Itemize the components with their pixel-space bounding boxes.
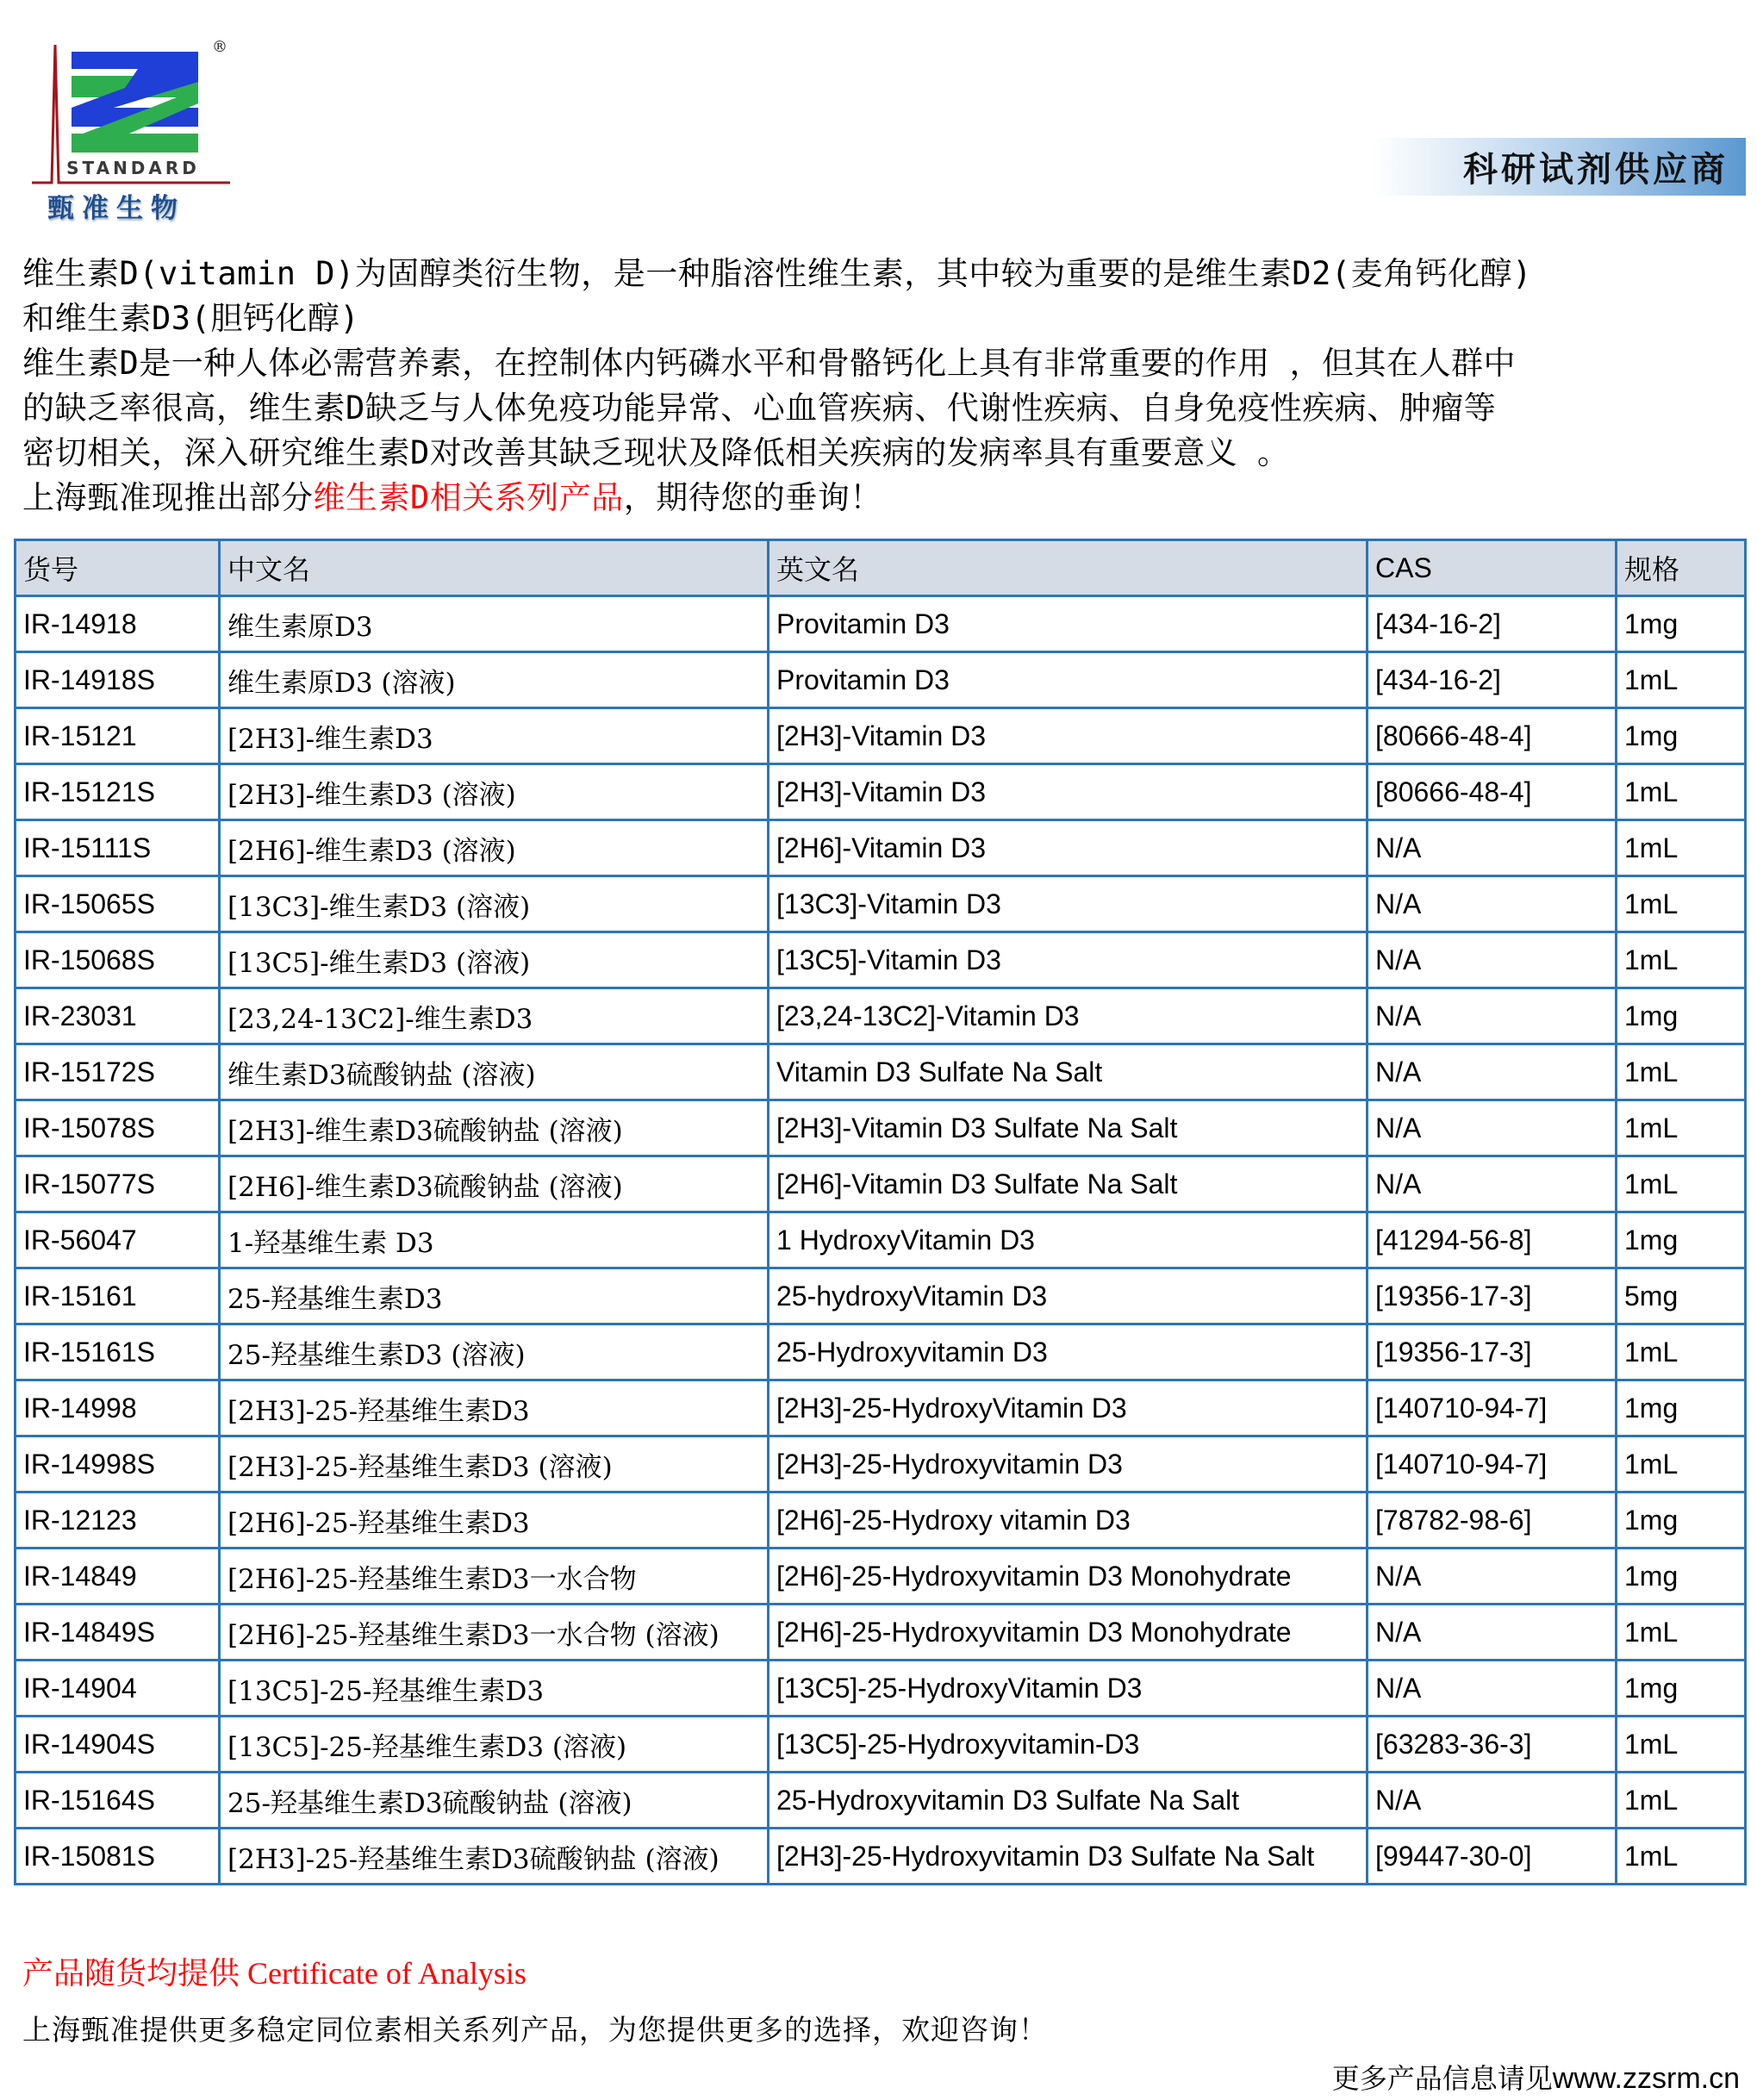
cell-cas: N/A: [1368, 988, 1617, 1044]
header-english-name: 英文名: [769, 540, 1368, 596]
website-link[interactable]: www.zzsrm.cn: [1552, 2062, 1740, 2095]
cell-english-name: [2H3]-Vitamin D3: [769, 764, 1368, 820]
product-table: [14, 539, 1747, 1885]
cell-cas: N/A: [1368, 1156, 1617, 1212]
cell-english-name: [2H3]-25-Hydroxyvitamin D3 Sulfate Na Salt: [769, 1829, 1368, 1885]
cell-english-name: [2H6]-Vitamin D3: [769, 820, 1368, 876]
cell-chinese-name: 维生素原D3: [220, 596, 769, 652]
cell-cas: [99447-30-0]: [1368, 1829, 1617, 1885]
table-row: [16, 1549, 1746, 1605]
cell-catalog-no: IR-15164S: [16, 1773, 220, 1829]
cell-cas: [80666-48-4]: [1368, 764, 1617, 820]
cell-spec: 1mg: [1617, 1661, 1746, 1717]
cell-english-name: 25-hydroxyVitamin D3: [769, 1268, 1368, 1324]
cell-cas: N/A: [1368, 1605, 1617, 1661]
table-row: [16, 1829, 1746, 1885]
cell-catalog-no: IR-15121S: [16, 764, 220, 820]
table-row: [16, 1717, 1746, 1773]
cell-chinese-name: [2H6]-25-羟基维生素D3: [220, 1492, 769, 1549]
cell-spec: 1mL: [1617, 1773, 1746, 1829]
cell-cas: [434-16-2]: [1368, 596, 1617, 652]
cell-cas: [19356-17-3]: [1368, 1268, 1617, 1324]
coa-note: 产品随货均提供 Certificate of Analysis: [22, 1956, 526, 1991]
cell-chinese-name: [2H3]-维生素D3: [220, 708, 769, 764]
intro-line: 的缺乏率很高，维生素D缺乏与人体免疫功能异常、心血管疾病、代谢性疾病、自身免疫性疾病、肿瘤等: [22, 389, 1497, 427]
table-row: [16, 1492, 1746, 1549]
cell-cas: [78782-98-6]: [1368, 1492, 1617, 1549]
cell-catalog-no: IR-15161: [16, 1268, 220, 1324]
intro-line: 密切相关，深入研究维生素D对改善其缺乏现状及降低相关疾病的发病率具有重要意义 。: [22, 434, 1290, 471]
cell-spec: 1mL: [1617, 1100, 1746, 1156]
cell-english-name: [2H3]-25-Hydroxyvitamin D3: [769, 1436, 1368, 1492]
cell-catalog-no: IR-14918: [16, 596, 220, 652]
cell-chinese-name: [13C5]-25-羟基维生素D3: [220, 1661, 769, 1717]
cell-cas: N/A: [1368, 1661, 1617, 1717]
cell-catalog-no: IR-14904: [16, 1661, 220, 1717]
cell-cas: N/A: [1368, 1044, 1617, 1100]
cell-cas: N/A: [1368, 820, 1617, 876]
cell-catalog-no: IR-14849: [16, 1549, 220, 1605]
cell-english-name: [13C5]-25-HydroxyVitamin D3: [769, 1661, 1368, 1717]
table-row: [16, 1773, 1746, 1829]
cell-english-name: 25-Hydroxyvitamin D3 Sulfate Na Salt: [769, 1773, 1368, 1829]
website-note: [1332, 2057, 1740, 2097]
table-header-row: [16, 540, 1746, 596]
cell-chinese-name: 1-羟基维生素 D3: [220, 1212, 769, 1268]
cell-chinese-name: [2H6]-维生素D3 (溶液): [220, 820, 769, 876]
cell-chinese-name: 25-羟基维生素D3 (溶液): [220, 1324, 769, 1380]
cell-spec: 1mL: [1617, 1605, 1746, 1661]
cell-english-name: [2H6]-Vitamin D3 Sulfate Na Salt: [769, 1156, 1368, 1212]
table-row: [16, 708, 1746, 764]
cell-chinese-name: 维生素D3硫酸钠盐 (溶液): [220, 1044, 769, 1100]
cell-spec: 1mL: [1617, 1044, 1746, 1100]
banner-title: 科研试剂供应商: [1463, 149, 1729, 190]
table-row: [16, 1605, 1746, 1661]
cell-cas: N/A: [1368, 1549, 1617, 1605]
cell-catalog-no: IR-15077S: [16, 1156, 220, 1212]
cell-catalog-no: IR-15111S: [16, 820, 220, 876]
cell-chinese-name: [13C5]-25-羟基维生素D3 (溶液): [220, 1717, 769, 1773]
cell-english-name: [23,24-13C2]-Vitamin D3: [769, 988, 1368, 1044]
intro-line: [22, 476, 1746, 520]
cell-chinese-name: [2H3]-25-羟基维生素D3: [220, 1380, 769, 1436]
table-row: [16, 988, 1746, 1044]
cell-english-name: [2H6]-25-Hydroxy vitamin D3: [769, 1492, 1368, 1549]
registered-mark: ®: [212, 38, 227, 56]
cell-spec: 1mL: [1617, 1436, 1746, 1492]
cell-spec: 1mL: [1617, 1324, 1746, 1380]
cell-chinese-name: [13C5]-维生素D3 (溶液): [220, 932, 769, 988]
table-row: [16, 932, 1746, 988]
cell-cas: [19356-17-3]: [1368, 1324, 1617, 1380]
more-products-note: 上海甄准提供更多稳定同位素相关系列产品，为您提供更多的选择，欢迎咨询！: [22, 2013, 1048, 2047]
cell-english-name: [2H6]-25-Hydroxyvitamin D3 Monohydrate: [769, 1605, 1368, 1661]
cell-spec: 1mg: [1617, 596, 1746, 652]
cell-catalog-no: IR-14918S: [16, 652, 220, 708]
cell-catalog-no: IR-15121: [16, 708, 220, 764]
cell-chinese-name: [2H6]-维生素D3硫酸钠盐 (溶液): [220, 1156, 769, 1212]
logo-brand-cn: 甄准生物: [47, 193, 185, 224]
cell-english-name: Provitamin D3: [769, 596, 1368, 652]
cell-english-name: [2H3]-Vitamin D3: [769, 708, 1368, 764]
cell-spec: 1mL: [1617, 820, 1746, 876]
table-row: [16, 1268, 1746, 1324]
cell-spec: 1mg: [1617, 1380, 1746, 1436]
cell-english-name: 1 HydroxyVitamin D3: [769, 1212, 1368, 1268]
company-logo: [26, 34, 241, 224]
cell-catalog-no: IR-15172S: [16, 1044, 220, 1100]
cell-catalog-no: IR-14849S: [16, 1605, 220, 1661]
cell-spec: 1mL: [1617, 1156, 1746, 1212]
table-row: [16, 1212, 1746, 1268]
cell-cas: N/A: [1368, 932, 1617, 988]
cell-english-name: 25-Hydroxyvitamin D3: [769, 1324, 1368, 1380]
table-row: [16, 1380, 1746, 1436]
cell-catalog-no: IR-14998S: [16, 1436, 220, 1492]
cell-english-name: [2H6]-25-Hydroxyvitamin D3 Monohydrate: [769, 1549, 1368, 1605]
header-chinese-name: 中文名: [220, 540, 769, 596]
cell-english-name: [2H3]-25-HydroxyVitamin D3: [769, 1380, 1368, 1436]
cell-cas: [63283-36-3]: [1368, 1717, 1617, 1773]
cell-catalog-no: IR-12123: [16, 1492, 220, 1549]
cell-chinese-name: 25-羟基维生素D3硫酸钠盐 (溶液): [220, 1773, 769, 1829]
table-row: [16, 876, 1746, 932]
intro-prefix: 上海甄准现推出部分: [22, 479, 314, 516]
cell-cas: N/A: [1368, 1773, 1617, 1829]
table-row: [16, 1044, 1746, 1100]
product-series-highlight: 维生素D相关系列产品: [313, 479, 624, 516]
cell-english-name: Vitamin D3 Sulfate Na Salt: [769, 1044, 1368, 1100]
website-prefix: 更多产品信息请见: [1331, 2062, 1553, 2095]
cell-chinese-name: [2H3]-维生素D3 (溶液): [220, 764, 769, 820]
table-row: [16, 652, 1746, 708]
cell-chinese-name: 25-羟基维生素D3: [220, 1268, 769, 1324]
cell-catalog-no: IR-15065S: [16, 876, 220, 932]
cell-cas: [140710-94-7]: [1368, 1436, 1617, 1492]
cell-spec: 1mL: [1617, 876, 1746, 932]
cell-catalog-no: IR-14998: [16, 1380, 220, 1436]
table-row: [16, 596, 1746, 652]
table-row: [16, 1436, 1746, 1492]
cell-cas: N/A: [1368, 1100, 1617, 1156]
intro-line: 和维生素D3(胆钙化醇): [22, 300, 360, 337]
cell-chinese-name: [2H3]-25-羟基维生素D3 (溶液): [220, 1436, 769, 1492]
cell-spec: 5mg: [1617, 1268, 1746, 1324]
cell-english-name: [2H3]-Vitamin D3 Sulfate Na Salt: [769, 1100, 1368, 1156]
table-row: [16, 1324, 1746, 1380]
table-row: [16, 820, 1746, 876]
cell-catalog-no: IR-56047: [16, 1212, 220, 1268]
cell-cas: [41294-56-8]: [1368, 1212, 1617, 1268]
header-cas: CAS: [1368, 540, 1617, 596]
table-row: [16, 1156, 1746, 1212]
cell-english-name: [13C5]-25-Hydroxyvitamin-D3: [769, 1717, 1368, 1773]
cell-catalog-no: IR-15078S: [16, 1100, 220, 1156]
cell-chinese-name: [23,24-13C2]-维生素D3: [220, 988, 769, 1044]
cell-chinese-name: [2H3]-25-羟基维生素D3硫酸钠盐 (溶液): [220, 1829, 769, 1885]
cell-spec: 1mg: [1617, 988, 1746, 1044]
header-catalog-no: 货号: [16, 540, 220, 596]
cell-spec: 1mL: [1617, 1717, 1746, 1773]
cell-catalog-no: IR-14904S: [16, 1717, 220, 1773]
header-banner: [1372, 138, 1746, 196]
intro-line: 维生素D(vitamin D)为固醇类衍生物，是一种脂溶性维生素，其中较为重要的是维生素D2(麦角钙化醇): [22, 255, 1532, 292]
cell-catalog-no: IR-15081S: [16, 1829, 220, 1885]
intro-line: 维生素D是一种人体必需营养素，在控制体内钙磷水平和骨骼钙化上具有非常重要的作用 ，但其在人群中: [22, 345, 1517, 382]
cell-chinese-name: [2H6]-25-羟基维生素D3一水合物 (溶液): [220, 1605, 769, 1661]
table-row: [16, 764, 1746, 820]
cell-chinese-name: [2H3]-维生素D3硫酸钠盐 (溶液): [220, 1100, 769, 1156]
cell-spec: 1mL: [1617, 764, 1746, 820]
cell-spec: 1mL: [1617, 932, 1746, 988]
cell-cas: [140710-94-7]: [1368, 1380, 1617, 1436]
cell-catalog-no: IR-15068S: [16, 932, 220, 988]
cell-spec: 1mg: [1617, 1492, 1746, 1549]
cell-english-name: Provitamin D3: [769, 652, 1368, 708]
cell-spec: 1mg: [1617, 708, 1746, 764]
cell-cas: N/A: [1368, 876, 1617, 932]
cell-spec: 1mL: [1617, 652, 1746, 708]
cell-spec: 1mg: [1617, 1549, 1746, 1605]
table-row: [16, 1100, 1746, 1156]
table-row: [16, 1661, 1746, 1717]
cell-catalog-no: IR-23031: [16, 988, 220, 1044]
cell-cas: [434-16-2]: [1368, 652, 1617, 708]
logo-brand-en: STANDARD: [66, 158, 200, 178]
cell-chinese-name: [13C3]-维生素D3 (溶液): [220, 876, 769, 932]
cell-cas: [80666-48-4]: [1368, 708, 1617, 764]
intro-suffix: ，期待您的垂询！: [623, 479, 882, 516]
cell-catalog-no: IR-15161S: [16, 1324, 220, 1380]
cell-spec: 1mL: [1617, 1829, 1746, 1885]
cell-chinese-name: [2H6]-25-羟基维生素D3一水合物: [220, 1549, 769, 1605]
cell-english-name: [13C5]-Vitamin D3: [769, 932, 1368, 988]
cell-english-name: [13C3]-Vitamin D3: [769, 876, 1368, 932]
cell-spec: 1mg: [1617, 1212, 1746, 1268]
cell-chinese-name: 维生素原D3 (溶液): [220, 652, 769, 708]
intro-text: [22, 252, 1746, 520]
header-spec: 规格: [1617, 540, 1746, 596]
